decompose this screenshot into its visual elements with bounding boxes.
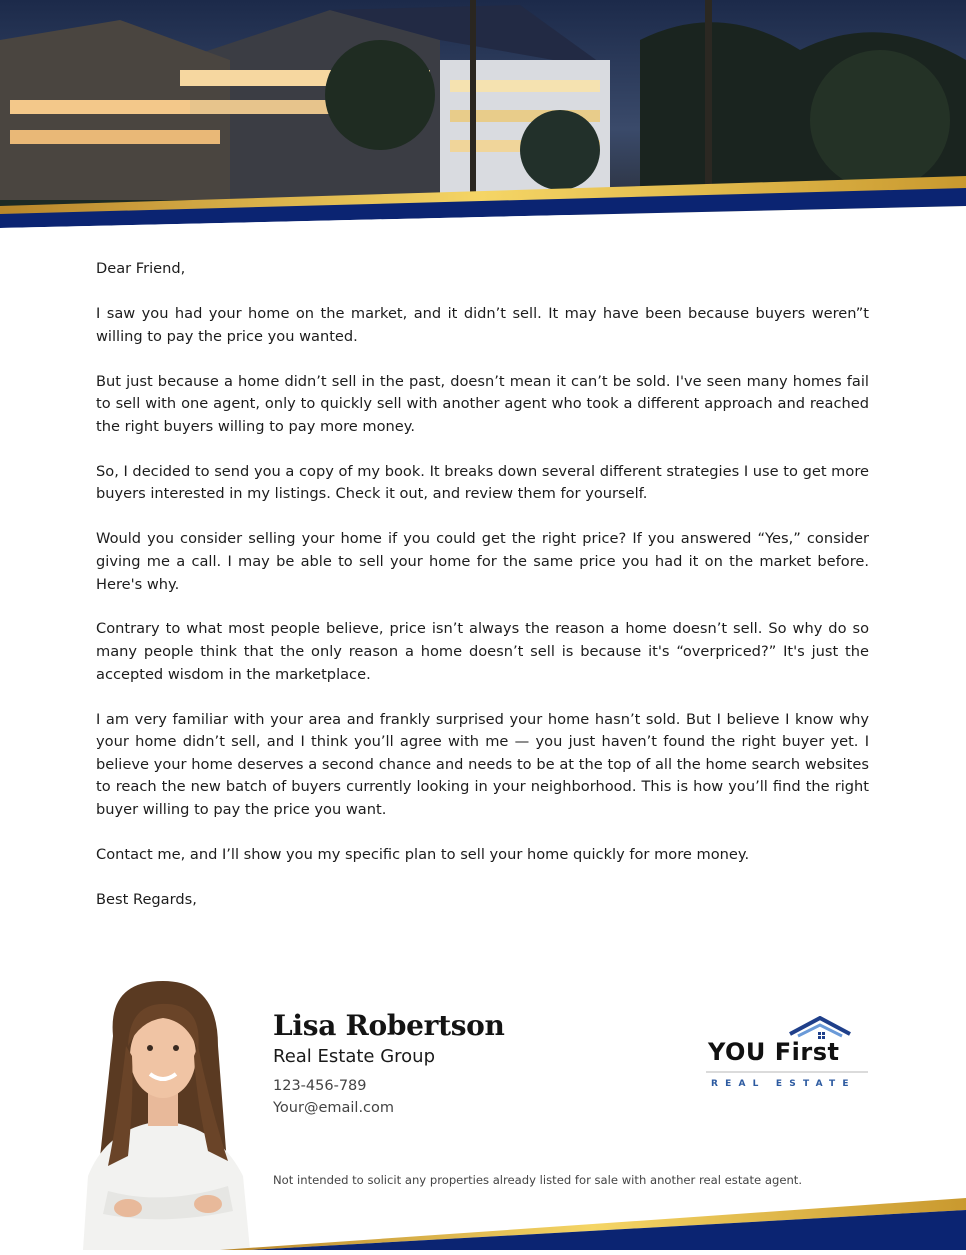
letter-paragraph: I saw you had your home on the market, and it didn’t sell. It may have been because buyers weren”t willing to pay the price you wanted. (96, 304, 869, 345)
header-banner (0, 0, 966, 230)
company-logo (702, 1016, 872, 1096)
agent-name: Lisa Robertson (273, 1009, 505, 1042)
letter-paragraph: Would you consider selling your home if you could get the right price? If you answered “Yes,” consider giving me a call. I may be able to sell your home for the same price you had it on the market before. Here's why. (96, 530, 869, 593)
letter-closing: Best Regards, (96, 891, 197, 908)
agent-phone: 123-456-789 (273, 1078, 367, 1094)
letter-greeting: Dear Friend, (96, 260, 186, 277)
disclaimer-text: Not intended to solicit any properties already listed for sale with another real estate agent. (273, 1173, 803, 1187)
agent-email: Your@email.com (273, 1100, 395, 1116)
agent-info (273, 1008, 505, 1119)
agent-company: Real Estate Group (273, 1046, 436, 1067)
logo-subtitle: REAL ESTATE (711, 1079, 856, 1089)
letter-body (96, 258, 869, 934)
logo-title: YOU First (708, 1038, 840, 1066)
header-photo (0, 0, 966, 230)
letter-paragraph: I am very familiar with your area and frankly surprised your home hasn’t sold. But I believe I know why your home didn’t sell, and I think you’ll agree with me — you just haven’t found the right buyer yet. I believe your home deserves a second chance and needs to be at the top of all the home search websites to reach the new batch of buyers currently looking in your neighborhood. This is how you’ll find the right buyer willing to pay the price you want. (96, 710, 869, 819)
letter-paragraph: Contact me, and I’ll show you my specific plan to sell your home quickly for more money. (96, 846, 750, 864)
footer-band (0, 1190, 966, 1250)
letter-paragraph: So, I decided to send you a copy of my book. It breaks down several different strategies I use to get more buyers interested in my listings. Check it out, and review them for yourself. (96, 462, 869, 503)
letter-paragraph: But just because a home didn’t sell in the past, doesn’t mean it can’t be sold. I've seen many homes fail to sell with one agent, only to quickly sell with another agent who took a different approach and reached the right buyers willing to pay more money. (96, 372, 869, 435)
letter-paragraph: Contrary to what most people believe, price isn’t always the reason a home doesn’t sell. So why do so many people think that the only reason a home doesn’t sell is because it's “overpriced?” It's just the accepted wisdom in the marketplace. (96, 620, 869, 683)
